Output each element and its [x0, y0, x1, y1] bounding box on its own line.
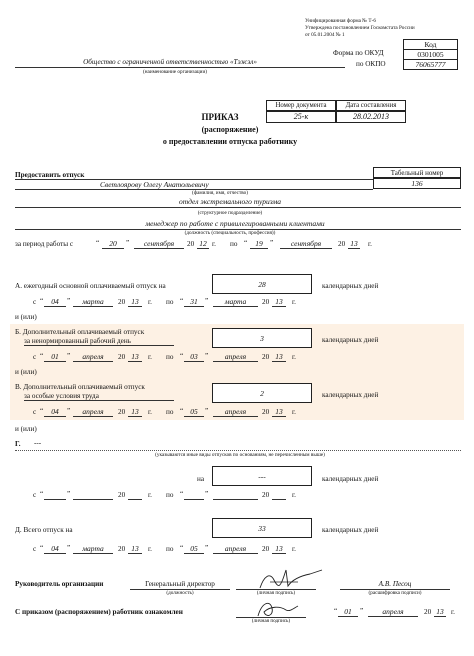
b-from-year: 13	[131, 352, 139, 361]
quote-close: ”	[67, 297, 71, 305]
year-prefix: 20	[262, 491, 270, 499]
section-a-days: 28	[258, 280, 266, 289]
uline	[128, 499, 142, 500]
uline	[184, 499, 204, 500]
uline	[348, 248, 360, 249]
uline	[102, 248, 124, 249]
g-label: г.	[212, 240, 216, 248]
v-to-month: апреля	[224, 407, 247, 416]
form-note-line1: Унифицированная форма № Т-6	[305, 18, 376, 24]
po-label: по	[166, 353, 174, 361]
section-b-days: 3	[260, 334, 264, 343]
period-to-day: 19	[255, 239, 263, 248]
b-from-day: 01	[51, 352, 59, 361]
quote-open: “	[40, 352, 44, 360]
doc-subtitle: (распоряжение)	[201, 125, 259, 134]
uline	[213, 416, 258, 417]
uline	[184, 553, 204, 554]
quote-close: ”	[67, 490, 71, 498]
uline	[272, 416, 286, 417]
quote-open: “	[180, 407, 184, 415]
section-v-days: 2	[260, 389, 264, 398]
okud-value: 0301005	[403, 49, 458, 60]
s-label: с	[33, 298, 37, 306]
quote-open: “	[40, 407, 44, 415]
head-sign-caption: (личная подпись)	[256, 590, 296, 596]
quote-open: “	[244, 239, 248, 247]
d-to-year: 13	[275, 544, 283, 553]
kod-header: Код	[403, 39, 458, 50]
b-from-month: апреля	[82, 352, 104, 361]
form-note-line3: от 05.01.2004 № 1	[305, 32, 345, 38]
g-label: г.	[292, 353, 296, 361]
period-label: за период работы с	[15, 240, 74, 248]
uline	[128, 416, 142, 417]
head-decode-caption: (расшифровка подписи)	[368, 590, 422, 596]
uline	[24, 400, 174, 401]
days-label-a: календарных дней	[322, 282, 379, 290]
year-prefix: 20	[118, 353, 126, 361]
uline	[44, 416, 66, 417]
quote-open: “	[40, 490, 44, 498]
quote-close: ”	[205, 297, 209, 305]
doc-heading: о предоставлении отпуска работнику	[162, 137, 298, 146]
quote-close: ”	[205, 407, 209, 415]
section-v-label2: за особые условия труда	[24, 392, 99, 400]
uline	[73, 416, 113, 417]
uline	[272, 499, 286, 500]
v-to-day: 05	[190, 407, 198, 416]
quote-close: ”	[205, 490, 209, 498]
uline	[184, 416, 204, 417]
uline	[213, 361, 258, 362]
period-to-month: сентября	[290, 239, 322, 248]
or-label-1: и (или)	[15, 313, 37, 321]
section-a-label: А. ежегодный основной оплачиваемый отпуск на	[15, 282, 166, 290]
form-note-line2: Утверждена постановлением Госкомстата России	[305, 25, 415, 31]
employee-name: Светлоярову Олегу Анатольевичу	[100, 180, 209, 189]
tab-number-header: Табельный номер	[373, 167, 461, 178]
head-decode: А.В. Песоц	[378, 580, 412, 588]
period-from-day: 20	[109, 239, 117, 248]
year-prefix: 20	[262, 298, 270, 306]
quote-close: ”	[67, 407, 71, 415]
quote-close: ”	[126, 239, 130, 247]
section-g-caption: (указываются иные виды отпусков по основаниям, не перечисленным выше)	[155, 452, 325, 458]
g-label: г.	[292, 491, 296, 499]
head-label: Руководитель организации	[15, 580, 104, 588]
days-label-v: календарных дней	[322, 391, 379, 399]
b-to-year: 13	[275, 352, 283, 361]
uline	[128, 553, 142, 554]
s-label: с	[33, 545, 37, 553]
or-label-2: и (или)	[15, 368, 37, 376]
uline	[272, 553, 286, 554]
b-to-month: апреля	[224, 352, 247, 361]
uline	[280, 248, 332, 249]
year-prefix: 20	[118, 408, 126, 416]
g-label: г.	[148, 353, 152, 361]
uline	[213, 553, 258, 554]
organization-caption: (наименование организации)	[143, 69, 207, 75]
section-g-days: ---	[258, 472, 266, 481]
grant-label: Предоставить отпуск	[15, 171, 85, 179]
organization-underline	[15, 67, 345, 68]
quote-close: ”	[360, 607, 364, 615]
position: менеджер по работе с привилегированными клиентами	[145, 219, 325, 228]
uline	[368, 616, 418, 617]
doc-date-header: Дата составления	[336, 100, 406, 111]
d-from-month: марта	[82, 544, 104, 553]
po-label: по	[166, 545, 174, 553]
v-to-year: 13	[275, 407, 283, 416]
v-from-month: апреля	[82, 407, 104, 416]
ack-label: С приказом (распоряжением) работник ознакомлен	[15, 608, 183, 616]
a-to-day: 31	[190, 297, 198, 306]
days-label-d: календарных дней	[322, 526, 379, 534]
d-to-day: 05	[190, 544, 198, 553]
name-caption: (фамилия, имя, отчество)	[192, 190, 248, 196]
uline	[44, 553, 66, 554]
quote-open: “	[96, 239, 100, 247]
year-prefix: 20	[262, 408, 270, 416]
section-b-label2: за ненормированный рабочий день	[24, 337, 131, 345]
quote-open: “	[180, 544, 184, 552]
quote-open: “	[180, 352, 184, 360]
quote-close: ”	[67, 352, 71, 360]
head-position-caption: (должность)	[166, 590, 194, 596]
quote-close: ”	[205, 544, 209, 552]
okud-label: Форма по ОКУД	[333, 49, 384, 57]
uline	[434, 616, 446, 617]
year-prefix: 20	[262, 353, 270, 361]
department-underline	[15, 207, 461, 208]
section-b-label1: Б. Дополнительный оплачиваемый отпуск	[15, 328, 145, 336]
section-d-days: 33	[258, 524, 266, 533]
days-label-b: календарных дней	[322, 336, 379, 344]
section-v-label1: В. Дополнительный оплачиваемый отпуск	[15, 383, 145, 391]
period-from-month: сентября	[143, 239, 175, 248]
doc-number-header: Номер документа	[266, 100, 336, 111]
quote-open: “	[40, 544, 44, 552]
uline	[272, 361, 286, 362]
uline	[128, 306, 142, 307]
year-prefix: 20	[118, 545, 126, 553]
uline	[250, 248, 268, 249]
g-label: г.	[368, 240, 372, 248]
a-to-year: 13	[275, 297, 283, 306]
uline	[73, 306, 113, 307]
or-label-3: и (или)	[15, 425, 37, 433]
section-g-value: ---	[34, 439, 42, 447]
head-position: Генеральный директор	[145, 580, 215, 588]
section-g-label: Г.	[15, 440, 21, 448]
v-from-day: 04	[51, 407, 59, 416]
po-label: по	[166, 298, 174, 306]
okpo-value: 76065777	[403, 59, 458, 70]
s-label: с	[33, 491, 37, 499]
po-label: по	[230, 240, 238, 248]
year-prefix: 20	[187, 240, 195, 248]
okpo-label: по ОКПО	[356, 60, 386, 68]
quote-close: ”	[205, 352, 209, 360]
uline	[73, 553, 113, 554]
doc-number: 25-к	[266, 111, 336, 123]
ack-sign-caption: (личная подпись)	[251, 618, 291, 624]
po-label: по	[166, 491, 174, 499]
b-to-day: 03	[190, 352, 198, 361]
uline	[44, 499, 66, 500]
year-prefix: 20	[424, 608, 432, 616]
d-from-day: 04	[51, 544, 59, 553]
organization-name: Общество с ограниченной ответственностью «Тэжэл»	[83, 58, 257, 66]
d-to-month: апреля	[224, 544, 247, 553]
uline	[128, 361, 142, 362]
uline	[73, 499, 113, 500]
quote-open: “	[40, 297, 44, 305]
uline	[184, 306, 204, 307]
a-from-year: 13	[131, 297, 139, 306]
ack-year: 13	[436, 607, 444, 616]
uline	[213, 499, 258, 500]
uline	[213, 306, 258, 307]
d-from-year: 13	[131, 544, 139, 553]
g-label: г.	[148, 545, 152, 553]
g-label: г.	[148, 298, 152, 306]
uline	[73, 361, 113, 362]
g-label: г.	[148, 408, 152, 416]
g-label: г.	[451, 608, 455, 616]
v-from-year: 13	[131, 407, 139, 416]
g-label: г.	[292, 545, 296, 553]
uline	[184, 361, 204, 362]
ack-day: 01	[344, 607, 352, 616]
a-to-month: марта	[224, 297, 247, 306]
doc-title: ПРИКАЗ	[201, 112, 239, 122]
a-from-month: марта	[82, 297, 104, 306]
doc-date: 28.02.2013	[336, 111, 406, 123]
g-label: г.	[292, 298, 296, 306]
po-label: по	[166, 408, 174, 416]
quote-close: ”	[270, 239, 274, 247]
uline	[24, 345, 174, 346]
na-label: на	[197, 475, 205, 483]
year-prefix: 20	[338, 240, 346, 248]
a-from-day: 04	[51, 297, 59, 306]
year-prefix: 20	[118, 491, 126, 499]
position-caption: (должность (специальность, профессия))	[184, 230, 276, 236]
g-label: г.	[292, 408, 296, 416]
department-caption: (структурное подразделение)	[197, 210, 263, 216]
g-label: г.	[148, 491, 152, 499]
s-label: с	[33, 408, 37, 416]
period-from-year: 12	[199, 239, 207, 248]
period-to-year: 13	[350, 239, 358, 248]
section-d-label: Д. Всего отпуск на	[15, 526, 73, 534]
year-prefix: 20	[118, 298, 126, 306]
section-g-line	[15, 450, 461, 451]
department: отдел экстремального туризма	[179, 197, 281, 206]
days-label-g: календарных дней	[322, 475, 379, 483]
year-prefix: 20	[262, 545, 270, 553]
quote-open: “	[334, 607, 338, 615]
uline	[197, 248, 209, 249]
uline	[272, 306, 286, 307]
ack-month: апреля	[382, 607, 404, 616]
uline	[338, 616, 358, 617]
s-label: с	[33, 353, 37, 361]
quote-open: “	[180, 490, 184, 498]
quote-open: “	[180, 297, 184, 305]
uline	[134, 248, 184, 249]
tab-number: 136	[373, 178, 461, 189]
uline	[44, 306, 66, 307]
quote-close: ”	[67, 544, 71, 552]
uline	[44, 361, 66, 362]
